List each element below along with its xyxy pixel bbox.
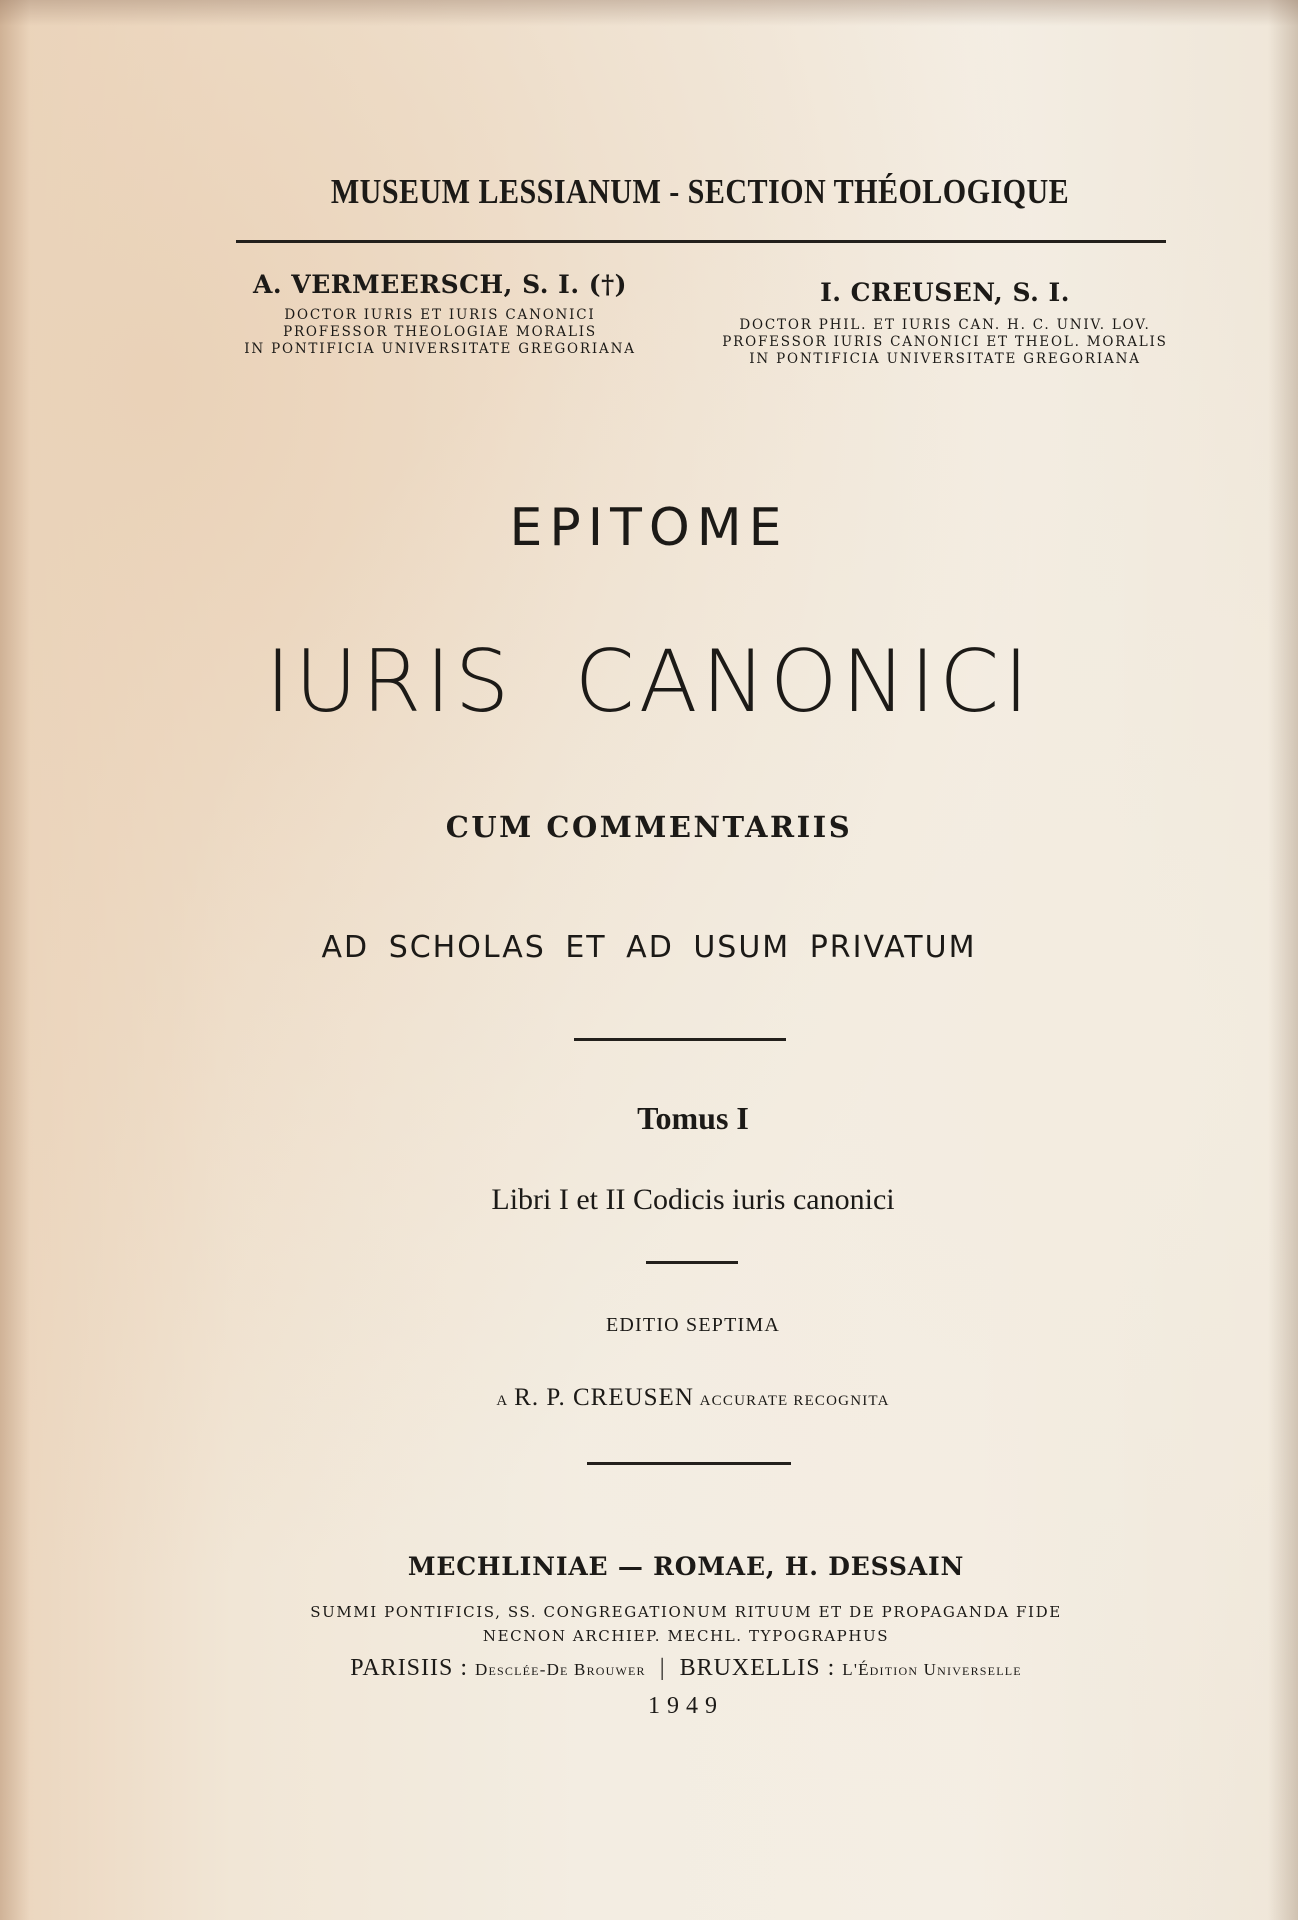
header-rule <box>236 240 1166 243</box>
edition-label: EDITIO SEPTIMA <box>605 1314 780 1336</box>
volume-contents: Libri I et II Codicis iuris canonici <box>491 1183 895 1216</box>
revision-prefix: A <box>496 1393 509 1409</box>
author-credential: IN PONTIFICIA UNIVERSITATE GREGORIANA <box>749 351 1141 367</box>
publisher-paris: Desclée-De Brouwer <box>475 1660 646 1679</box>
subtitle: CUM COMMENTARIIS <box>445 810 853 844</box>
author-credential: PROFESSOR THEOLOGIAE MORALIS <box>283 324 597 340</box>
pre-title: EPITOME <box>509 498 789 558</box>
revision-suffix: ACCURATE RECOGNITA <box>699 1393 890 1409</box>
series-title: MUSEUM LESSIANUM - SECTION THÉOLOGIQUE <box>330 172 1070 211</box>
author-credential: IN PONTIFICIA UNIVERSITATE GREGORIANA <box>244 341 636 357</box>
publisher-brussels: L'Édition Universelle <box>842 1660 1022 1679</box>
author-creusen <box>700 278 1190 368</box>
divider-rule <box>574 1038 786 1041</box>
imprint-lines <box>0 1600 1298 1648</box>
imprint-line: SUMMI PONTIFICIS, SS. CONGREGATIONUM RITUUM ET DE PROPAGANDA FIDE <box>310 1603 1062 1621</box>
city-brussels: BRUXELLIS <box>679 1655 821 1681</box>
city-paris: PARISIIS <box>350 1655 454 1681</box>
top-edge-shadow <box>0 0 1298 26</box>
volume-label: Tomus I <box>637 1100 749 1136</box>
imprint-line: NECNON ARCHIEP. MECHL. TYPOGRAPHUS <box>482 1627 890 1645</box>
publisher-line: MECHLINIAE — ROMAE, H. DESSAIN <box>407 1552 965 1581</box>
author-credential: DOCTOR IURIS ET IURIS CANONICI <box>284 307 596 323</box>
publication-year: 1949 <box>648 1693 724 1719</box>
revision-note <box>0 1384 1298 1412</box>
author-credential: DOCTOR PHIL. ET IURIS CAN. H. C. UNIV. LOV. <box>739 317 1151 333</box>
author-vermeersch <box>215 270 665 358</box>
purpose-line: AD SCHOLAS ET AD USUM PRIVATUM <box>321 930 977 965</box>
divider-rule <box>646 1261 738 1264</box>
author-name: A. VERMEERSCH, S. I. (†) <box>253 270 627 299</box>
main-title: IURIS CANONICI <box>265 632 1033 732</box>
author-name: I. CREUSEN, S. I. <box>820 278 1070 307</box>
distributors-line: PARISIIS : Desclée-De Brouwer | BRUXELLIS : L'Édition Universelle <box>350 1655 1022 1681</box>
author-credential: PROFESSOR IURIS CANONICI ET THEOL. MORALIS <box>722 334 1168 350</box>
divider-rule <box>587 1462 791 1465</box>
reviser-name: R. P. CREUSEN <box>514 1384 694 1411</box>
